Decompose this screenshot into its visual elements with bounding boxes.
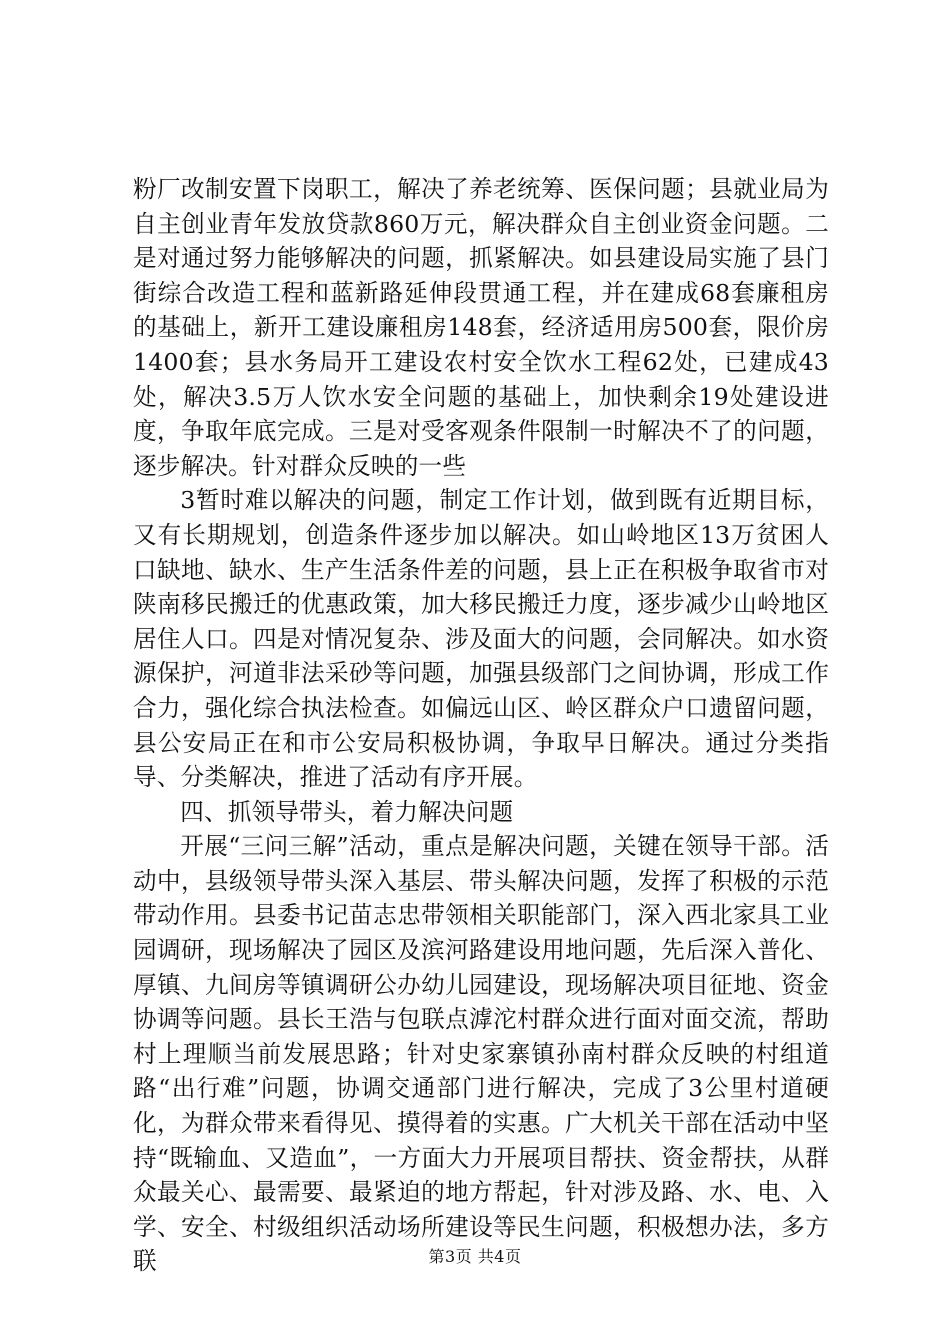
paragraph-3: 开展“三问三解”活动，重点是解决问题，关键在领导干部。活动中，县级领导带头深入基层、带头解决问题，发挥了积极的示范带动作用。县委书记苗志忠带领相关职能部门，深入西北家具工业园调研，现场解决了园区及滨河路建设用地问题，先后深入普化、厚镇、九间房等镇调研公办幼儿园建设，现场解决项目征地、资金协调等问题。县长王浩与包联点滹沱村群众进行面对面交流，帮助村上理顺当前发展思路；针对史家寨镇孙南村群众反映的村组道路“出行难”问题，协调交通部门进行解决，完成了3公里村道硬化，为群众带来看得见、摸得着的实惠。广大机关干部在活动中坚持“既输血、又造血”，一方面大力开展项目帮扶、资金帮扶，从群众最关心、最需要、最紧迫的地方帮起，针对涉及路、水、电、入学、安全、村级组织活动场所建设等民生问题，积极想办法，多方联 [133,832,829,1276]
paragraph-1: 粉厂改制安置下岗职工，解决了养老统筹、医保问题；县就业局为自主创业青年发放贷款860万元，解决群众自主创业资金问题。二是对通过努力能够解决的问题，抓紧解决。如县建设局实施了县门街综合改造工程和蓝新路延伸段贯通工程，并在建成68套廉租房的基础上，新开工建设廉租房148套，经济适用房500套，限价房1400套；县水务局开工建设农村安全饮水工程62处，已建成43处，解决3.5万人饮水安全问题的基础上，加快剩余19处建设进度，争取年底完成。三是对受客观条件限制一时解决不了的问题，逐步解决。针对群众反映的一些 [133,175,829,480]
section-heading: 四、抓领导带头，着力解决问题 [180,797,514,826]
paragraph-2: 3暂时难以解决的问题，制定工作计划，做到既有近期目标，又有长期规划，创造条件逐步加以解决。如山岭地区13万贫困人口缺地、缺水、生产生活条件差的问题，县上正在积极争取省市对陕南移民搬迁的优惠政策，加大移民搬迁力度，逐步减少山岭地区居住人口。四是对情况复杂、涉及面大的问题，会同解决。如水资源保护，河道非法采砂等问题，加强县级部门之间协调，形成工作合力，强化综合执法检查。如偏远山区、岭区群众户口遗留问题，县公安局正在和市公安局积极协调，争取早日解决。通过分类指导、分类解决，推进了活动有序开展。 [133,486,829,792]
document-body [133,172,829,1279]
page-number-footer: 第3页 共4页 [428,1247,522,1266]
